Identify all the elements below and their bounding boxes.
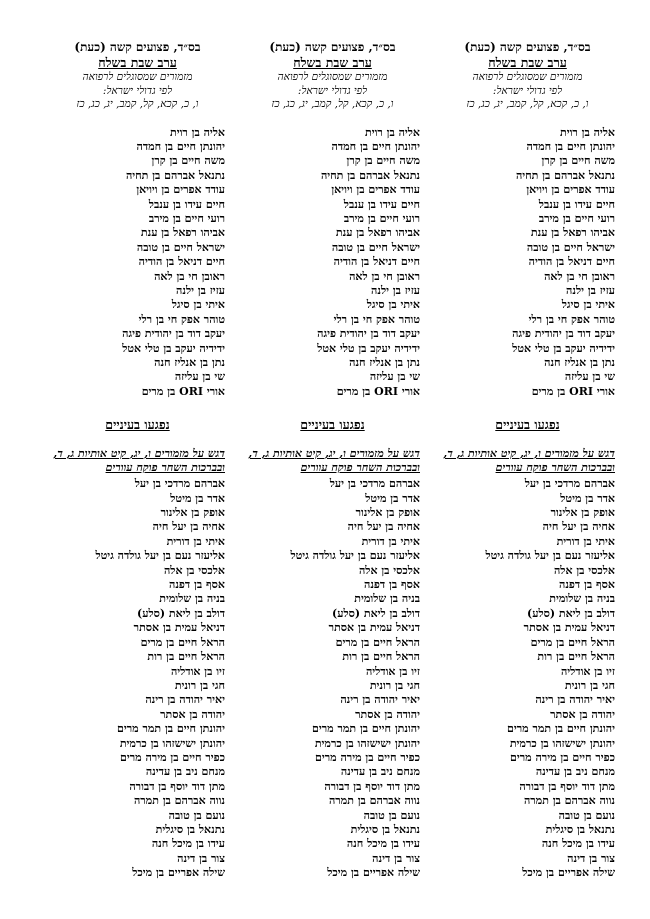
injured-name: אורי ORI בן מרים <box>531 384 615 398</box>
eye-injured-name: יהונתן חיים בן תמר מרים <box>507 722 615 736</box>
eye-injured-name: אלכסי בן אלה <box>553 563 615 577</box>
eye-injured-name: אליעזר נעם בן יעל גולדה גיטל <box>290 549 420 563</box>
injured-name: יעקב דוד בן יהודית פיגה <box>512 327 615 341</box>
header-psalms-list: ו, כ, קכא, קל, קמב, יג, כג, כז <box>271 98 394 110</box>
eye-injured-name: יהודה בן אסתר <box>160 707 225 721</box>
eye-injured-name: יהונתן ישישזהו בן כרמית <box>509 736 615 750</box>
eye-injured-name: דולב בן ליאת (סלע) <box>527 606 615 620</box>
eye-injuries-list <box>245 477 420 880</box>
injured-name: אביהו רפאל בן ענת <box>335 226 420 240</box>
injured-name: נתנאל אברהם בן תחיה <box>515 168 615 182</box>
header-title: פצועים קשה (כעת) <box>269 40 365 54</box>
eye-injured-name: אלכסי בן אלה <box>358 563 420 577</box>
injured-name: אליה בן רוית <box>560 125 615 139</box>
injured-name: חיים עידו בן ענבל <box>343 197 420 211</box>
injured-name: אליה בן רוית <box>170 125 225 139</box>
injured-name: אליה בן רוית <box>365 125 420 139</box>
eye-injured-name: נועם בן טובה <box>168 808 225 822</box>
eye-injured-name: נתנאל בן סיגלית <box>545 822 615 836</box>
eye-injuries-note: דגש על מזמורים ו, יג, קיט אותיות ג, ד, ובברכות השחר פוקח עוורים <box>53 447 225 475</box>
injured-name: חיים עידו בן ענבל <box>148 197 225 211</box>
header-title: פצועים קשה (כעת) <box>464 40 560 54</box>
injured-name: נתנאל אברהם בן תחיה <box>320 168 420 182</box>
eye-injuries-note: דגש על מזמורים ו, יג, קיט אותיות ג, ד, ובברכות השחר פוקח עוורים <box>248 447 420 475</box>
eye-injured-name: אלכסי בן אלה <box>163 563 225 577</box>
eye-injured-name: יהודה בן אסתר <box>355 707 420 721</box>
eye-injured-name: מתן דוד יוסף בן דבורה <box>324 779 420 793</box>
header-title-line <box>245 40 420 55</box>
eye-injured-name: הראל חיים בן רות <box>147 650 225 664</box>
injured-name: איתי בן סיגל <box>171 298 225 312</box>
injured-name: חיים דניאל בן הודיה <box>333 255 420 269</box>
header-line-2: לפי גדולי ישראל: <box>492 84 563 97</box>
eye-injured-name: צור בן דינה <box>567 851 615 865</box>
injured-name: איתי בן סיגל <box>366 298 420 312</box>
injured-name: עודד אפרים בן ויויאן <box>526 183 615 197</box>
eye-injured-name: בניה בן שלומית <box>159 592 225 606</box>
eye-injured-name: הראל חיים בן רות <box>537 650 615 664</box>
injured-name: טוהר אפק חי בן רלי <box>528 312 615 326</box>
eye-injured-name: דולב בן ליאת (סלע) <box>137 606 225 620</box>
eye-injured-name: מנחם ניב בן עדינה <box>535 765 615 779</box>
eye-injured-name: מנחם ניב בן עדינה <box>340 765 420 779</box>
eye-injured-name: אופק בן אלינור <box>550 506 615 520</box>
column-right <box>440 40 615 915</box>
eye-injured-name: כפיר חיים בן מירה מרים <box>119 750 225 764</box>
header-line-1: מזמורים שמסוגלים לרפואה <box>82 71 193 83</box>
eye-injured-name: שילה אפריים בן מיכל <box>327 866 420 880</box>
eye-injured-name: שילה אפריים בן מיכל <box>132 866 225 880</box>
eye-injured-name: נועם בן טובה <box>558 808 615 822</box>
header-line-2: לפי גדולי ישראל: <box>102 84 173 97</box>
eye-injured-name: אסף בן דפנה <box>559 578 615 592</box>
eye-injured-name: אופק בן אלינור <box>355 506 420 520</box>
column-header <box>50 40 225 112</box>
injured-name: ידידיה יעקב בן טלי אטל <box>317 341 420 355</box>
eye-injured-name: דניאל עמית בן אסתר <box>133 621 225 635</box>
column-header <box>245 40 420 112</box>
injured-name: שי בן עליזה <box>174 370 225 384</box>
eye-injured-name: בניה בן שלומית <box>549 592 615 606</box>
eye-injured-name: צור בן דינה <box>177 851 225 865</box>
injured-name: משה חיים בן קרן <box>151 154 225 168</box>
eye-injured-name: אחיה בן יעל חיה <box>347 520 420 534</box>
eye-injured-name: עידו בן מיכל חנה <box>346 837 420 851</box>
eye-injuries-note: דגש על מזמורים ו, יג, קיט אותיות ג, ד, ובברכות השחר פוקח עוורים <box>443 447 615 475</box>
eye-injured-name: אחיה בן יעל חיה <box>542 520 615 534</box>
injured-name: חיים עידו בן ענבל <box>538 197 615 211</box>
eye-injured-name: זיו בן אודליה <box>365 664 420 678</box>
eye-injured-name: יהונתן חיים בן תמר מרים <box>312 722 420 736</box>
eye-injured-name: דולב בן ליאת (סלע) <box>332 606 420 620</box>
injured-name: נתן בן אנליז חנה <box>544 356 615 369</box>
injured-name: ישראל חיים בן טובה <box>136 240 225 254</box>
injured-name: רועי חיים בן מירב <box>538 211 615 225</box>
seriously-injured-list <box>50 126 225 400</box>
injured-name: חיים דניאל בן הודיה <box>138 255 225 269</box>
eye-injured-name: אברהם מרדכי בן יעל <box>329 477 420 491</box>
eye-injuries-list <box>440 477 615 880</box>
injured-name: עזיז בן ילנה <box>566 283 615 297</box>
header-psalms-list: ו, כ, קכא, קל, קמב, יג, כג, כז <box>76 98 199 110</box>
header-psalms-list: ו, כ, קכא, קל, קמב, יג, כג, כז <box>466 98 589 110</box>
eye-injured-name: נווה אברהם בן תמרה <box>523 794 615 808</box>
prayer-sheet <box>50 40 615 915</box>
header-line-1: מזמורים שמסוגלים לרפואה <box>472 71 583 83</box>
injured-name: ישראל חיים בן טובה <box>526 240 615 254</box>
injured-name: נתן בן אנליז חנה <box>154 356 225 369</box>
injured-name: חיים דניאל בן הודיה <box>528 255 615 269</box>
eye-injured-name: חגי בן רונית <box>369 678 420 692</box>
header-title-line <box>50 40 225 55</box>
eye-injured-name: נועם בן טובה <box>363 808 420 822</box>
header-line-1: מזמורים שמסוגלים לרפואה <box>277 71 388 83</box>
injured-name: ראובן חי בן לאה <box>544 269 615 283</box>
injured-name: אביהו רפאל בן ענת <box>140 226 225 240</box>
injured-name: ראובן חי בן לאה <box>154 269 225 283</box>
injured-name: טוהר אפק חי בן רלי <box>333 312 420 326</box>
injured-name: יהונתן חיים בן חמדה <box>136 139 225 153</box>
eye-injured-name: אברהם מרדכי בן יעל <box>134 477 225 491</box>
eye-injured-name: נווה אברהם בן תמרה <box>328 794 420 808</box>
injured-name: איתי בן סיגל <box>561 298 615 312</box>
eye-injured-name: יהודה בן אסתר <box>550 707 615 721</box>
injured-name: אביהו רפאל בן ענת <box>530 226 615 240</box>
eye-injured-name: הראל חיים בן רות <box>342 650 420 664</box>
injured-name: יהונתן חיים בן חמדה <box>331 139 420 153</box>
header-subtitle: ערב שבת בשלח <box>293 55 372 70</box>
eye-injured-name: יאיר יהודה בן רינה <box>145 693 225 707</box>
injured-name: עודד אפרים בן ויויאן <box>331 183 420 197</box>
injured-name: ידידיה יעקב בן טלי אטל <box>122 341 225 355</box>
eye-injured-name: נתנאל בן סיגלית <box>350 822 420 836</box>
eye-injured-name: דניאל עמית בן אסתר <box>328 621 420 635</box>
column-header <box>440 40 615 112</box>
column-middle <box>245 40 420 915</box>
eye-injured-name: איתי בן דורית <box>556 534 615 548</box>
eye-injured-name: יאיר יהודה בן רינה <box>340 693 420 707</box>
header-title-line <box>440 40 615 55</box>
eye-injured-name: יהונתן ישישזהו בן כרמית <box>314 736 420 750</box>
eye-injured-name: אדר בן מיטל <box>170 491 225 505</box>
seriously-injured-list <box>245 126 420 400</box>
column-left <box>50 40 225 915</box>
eye-injured-name: שילה אפריים בן מיכל <box>522 866 615 880</box>
eye-injured-name: אליעזר נעם בן יעל גולדה גיטל <box>95 549 225 563</box>
injured-name: טוהר אפק חי בן רלי <box>138 312 225 326</box>
eye-injured-name: נווה אברהם בן תמרה <box>133 794 225 808</box>
injured-name: משה חיים בן קרן <box>346 154 420 168</box>
eye-injured-name: כפיר חיים בן מירה מרים <box>509 750 615 764</box>
injured-name: נתנאל אברהם בן תחיה <box>125 168 225 182</box>
bsd-mark: בס״ד, <box>563 40 591 54</box>
injured-name: יהונתן חיים בן חמדה <box>526 139 615 153</box>
eye-injured-name: זיו בן אודליה <box>170 664 225 678</box>
injured-name: עודד אפרים בן ויויאן <box>136 183 225 197</box>
injured-name: שי בן עליזה <box>369 370 420 384</box>
injured-name: שי בן עליזה <box>564 370 615 384</box>
eye-injured-name: בניה בן שלומית <box>354 592 420 606</box>
header-subtitle: ערב שבת בשלח <box>98 55 177 70</box>
injured-name: משה חיים בן קרן <box>541 154 615 168</box>
header-subtitle: ערב שבת בשלח <box>488 55 567 70</box>
eye-injured-name: מתן דוד יוסף בן דבורה <box>519 779 615 793</box>
eye-injuries-list <box>50 477 225 880</box>
eye-injured-name: מנחם ניב בן עדינה <box>145 765 225 779</box>
injured-name: ישראל חיים בן טובה <box>331 240 420 254</box>
eye-injured-name: הראל חיים בן מרים <box>335 635 420 649</box>
eye-injured-name: זיו בן אודליה <box>560 664 615 678</box>
eye-injured-name: אסף בן דפנה <box>169 578 225 592</box>
eye-injured-name: אדר בן מיטל <box>560 491 615 505</box>
injured-name: רועי חיים בן מירב <box>343 211 420 225</box>
eye-injured-name: עידו בן מיכל חנה <box>151 837 225 851</box>
eye-injured-name: יאיר יהודה בן רינה <box>535 693 615 707</box>
injured-name: עזיז בן ילנה <box>176 283 225 297</box>
eye-injured-name: עידו בן מיכל חנה <box>541 837 615 851</box>
eye-injured-name: אסף בן דפנה <box>364 578 420 592</box>
injured-name: רועי חיים בן מירב <box>148 211 225 225</box>
eye-injured-name: הראל חיים בן מרים <box>140 635 225 649</box>
injured-name: יעקב דוד בן יהודית פיגה <box>317 327 420 341</box>
injured-name: אורי ORI בן מרים <box>336 384 420 398</box>
injured-name: נתן בן אנליז חנה <box>349 356 420 369</box>
eye-injuries-title: נפגעו בעיניים <box>495 417 560 433</box>
injured-name: אורי ORI בן מרים <box>141 384 225 398</box>
injured-name: יעקב דוד בן יהודית פיגה <box>122 327 225 341</box>
eye-injured-name: כפיר חיים בן מירה מרים <box>314 750 420 764</box>
eye-injured-name: צור בן דינה <box>372 851 420 865</box>
eye-injuries-title: נפגעו בעיניים <box>300 417 365 433</box>
eye-injured-name: הראל חיים בן מרים <box>530 635 615 649</box>
eye-injured-name: יהונתן ישישזהו בן כרמית <box>119 736 225 750</box>
bsd-mark: בס״ד, <box>368 40 396 54</box>
eye-injured-name: יהונתן חיים בן תמר מרים <box>117 722 225 736</box>
header-line-2: לפי גדולי ישראל: <box>297 84 368 97</box>
eye-injuries-title: נפגעו בעיניים <box>105 417 170 433</box>
header-title: פצועים קשה (כעת) <box>74 40 170 54</box>
bsd-mark: בס״ד, <box>173 40 201 54</box>
eye-injured-name: אופק בן אלינור <box>160 506 225 520</box>
eye-injured-name: נתנאל בן סיגלית <box>155 822 225 836</box>
eye-injured-name: אברהם מרדכי בן יעל <box>524 477 615 491</box>
eye-injured-name: איתי בן דורית <box>166 534 225 548</box>
eye-injured-name: אחיה בן יעל חיה <box>152 520 225 534</box>
injured-name: עזיז בן ילנה <box>371 283 420 297</box>
seriously-injured-list <box>440 126 615 400</box>
eye-injured-name: חגי בן רונית <box>564 678 615 692</box>
injured-name: ידידיה יעקב בן טלי אטל <box>512 341 615 355</box>
eye-injured-name: אליעזר נעם בן יעל גולדה גיטל <box>485 549 615 563</box>
eye-injured-name: חגי בן רונית <box>174 678 225 692</box>
eye-injured-name: איתי בן דורית <box>361 534 420 548</box>
eye-injured-name: דניאל עמית בן אסתר <box>523 621 615 635</box>
eye-injured-name: אדר בן מיטל <box>365 491 420 505</box>
injured-name: ראובן חי בן לאה <box>349 269 420 283</box>
eye-injured-name: מתן דוד יוסף בן דבורה <box>129 779 225 793</box>
